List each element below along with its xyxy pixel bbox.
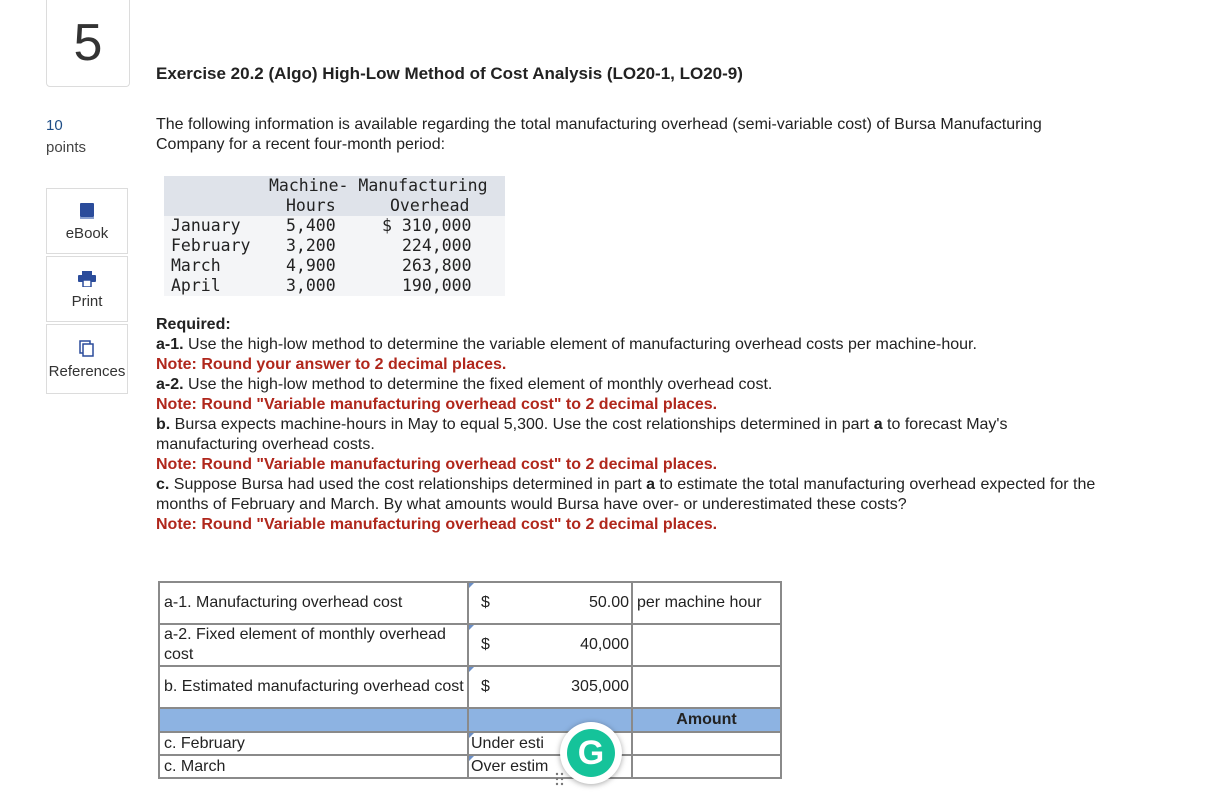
answer-row-c-mar	[159, 755, 781, 778]
c-mar-amount-input[interactable]	[632, 755, 781, 778]
answer-table	[158, 581, 782, 779]
points-info	[46, 115, 86, 159]
c-mar-label: c. March	[159, 755, 468, 778]
answer-row-b	[159, 666, 781, 708]
drag-handle-icon[interactable]	[555, 772, 565, 791]
a2-currency: $	[468, 624, 503, 666]
amount-header: Amount	[632, 708, 781, 732]
references-icon	[79, 339, 95, 359]
ebook-label: eBook	[65, 224, 109, 242]
row-month: April	[171, 276, 221, 295]
a1-label: a-1. Manufacturing overhead cost	[159, 582, 468, 624]
references-button[interactable]	[46, 324, 128, 394]
req-a1: a-1. Use the high-low method to determine the variable element of manufacturing overhead costs per machine-hour.	[156, 336, 977, 353]
grammarly-button[interactable]	[560, 722, 622, 784]
header-line1: Machine- Manufacturing	[269, 176, 488, 195]
print-button[interactable]	[46, 256, 128, 322]
a2-unit-empty	[632, 624, 781, 666]
row-overhead: 190,000	[402, 276, 472, 295]
req-a2-note: Note: Round "Variable manufacturing overhead cost" to 2 decimal places.	[156, 396, 718, 413]
a1-currency: $	[468, 582, 503, 624]
header-overhead: Overhead	[390, 196, 470, 215]
req-b: b. Bursa expects machine-hours in May to equal 5,300. Use the cost relationships determined in part a to forecast May's manufacturing overhead costs.	[156, 416, 1008, 453]
references-label: References	[48, 362, 126, 380]
required-heading: Required:	[156, 316, 231, 333]
req-a1-note: Note: Round your answer to 2 decimal places.	[156, 356, 507, 373]
question-number: 5	[46, 0, 130, 87]
row-overhead: 263,800	[402, 256, 472, 275]
answer-row-a1	[159, 582, 781, 624]
req-c: c. Suppose Bursa had used the cost relationships determined in part a to estimate the total manufacturing overhead expected for the months of February and March. By what amounts would Bursa have over- or underestimated these costs?	[156, 476, 1096, 513]
ebook-button[interactable]	[46, 188, 128, 254]
row-hours: 3,000	[286, 276, 336, 295]
a1-unit: per machine hour	[632, 582, 781, 624]
req-c-note: Note: Round "Variable manufacturing overhead cost" to 2 decimal places.	[156, 516, 718, 533]
grammarly-icon: G	[567, 729, 615, 777]
c-header-blank	[159, 708, 468, 732]
row-hours: 4,900	[286, 256, 336, 275]
row-hours: 5,400	[286, 216, 336, 235]
intro-text: The following information is available regarding the total manufacturing overhead (semi-variable cost) of Bursa Manufacturing Company for a recent four-month period:	[156, 116, 1042, 153]
row-overhead: 224,000	[402, 236, 472, 255]
req-a2: a-2. Use the high-low method to determine the fixed element of monthly overhead cost.	[156, 376, 773, 393]
answer-row-c-feb	[159, 732, 781, 755]
row-hours: 3,200	[286, 236, 336, 255]
c-feb-amount-input[interactable]	[632, 732, 781, 755]
ebook-icon	[79, 201, 95, 221]
print-label: Print	[71, 292, 103, 310]
points-label: points	[46, 139, 87, 156]
header-hours: Hours	[286, 196, 336, 215]
c-feb-select[interactable]: Under esti	[468, 732, 632, 755]
print-icon	[78, 269, 96, 289]
a2-input[interactable]: 40,000	[503, 624, 632, 666]
row-month: January	[171, 216, 241, 235]
c-mar-select[interactable]: Over estim	[468, 755, 632, 778]
a2-label: a-2. Fixed element of monthly overhead cost	[159, 624, 468, 666]
c-feb-label: c. February	[159, 732, 468, 755]
answer-row-c-header	[159, 708, 781, 732]
b-currency: $	[468, 666, 503, 708]
b-unit-empty	[632, 666, 781, 708]
b-label: b. Estimated manufacturing overhead cost	[159, 666, 468, 708]
row-month: March	[171, 256, 221, 275]
row-month: February	[171, 236, 251, 255]
required-section	[156, 315, 1096, 535]
points-value: 10	[46, 117, 63, 134]
exercise-title: Exercise 20.2 (Algo) High-Low Method of Cost Analysis (LO20-1, LO20-9)	[156, 64, 743, 83]
b-input[interactable]: 305,000	[503, 666, 632, 708]
answer-row-a2	[159, 624, 781, 666]
a1-input[interactable]: 50.00	[503, 582, 632, 624]
row-overhead: $ 310,000	[382, 216, 472, 235]
req-b-note: Note: Round "Variable manufacturing overhead cost" to 2 decimal places.	[156, 456, 718, 473]
